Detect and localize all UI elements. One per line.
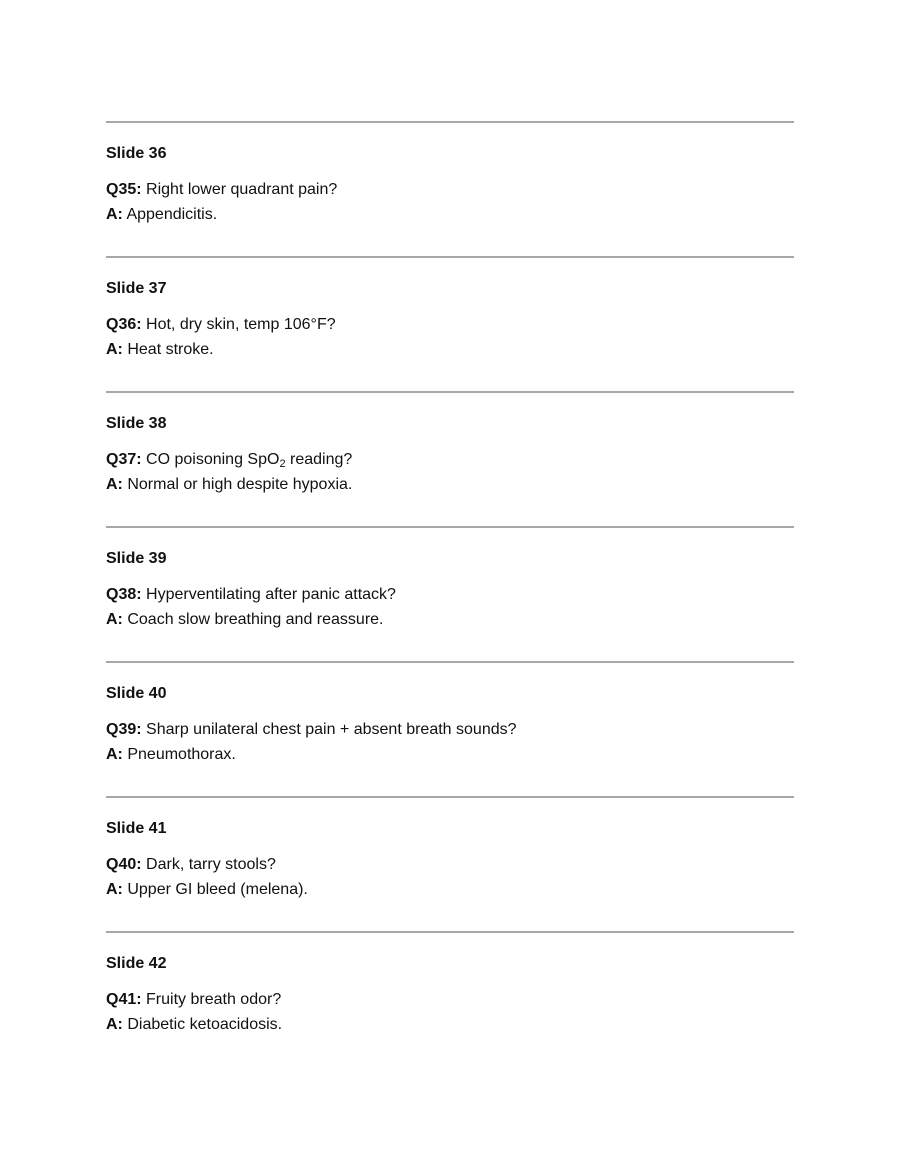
answer-label: A: xyxy=(106,746,123,763)
question-label: Q39: xyxy=(106,721,142,738)
section-divider xyxy=(106,526,794,528)
answer-label: A: xyxy=(106,476,123,493)
question-line xyxy=(106,180,337,200)
answer-label: A: xyxy=(106,611,123,628)
section-divider xyxy=(106,931,794,933)
question-line xyxy=(106,855,276,875)
slide-title: Slide 37 xyxy=(106,280,167,297)
section-divider xyxy=(106,661,794,663)
answer-line xyxy=(106,745,236,765)
slide-section xyxy=(106,526,794,661)
slide-title: Slide 36 xyxy=(106,145,167,162)
section-divider xyxy=(106,121,794,123)
slide-title: Slide 39 xyxy=(106,550,167,567)
answer-line xyxy=(106,880,308,900)
answer-line xyxy=(106,205,217,225)
slide-section xyxy=(106,661,794,796)
answer-text: Upper GI bleed (melena). xyxy=(127,881,308,898)
answer-text: Diabetic ketoacidosis. xyxy=(127,1016,283,1033)
answer-line xyxy=(106,475,352,495)
answer-label: A: xyxy=(106,341,123,358)
slide-title: Slide 38 xyxy=(106,415,167,432)
question-text: Dark, tarry stools? xyxy=(146,856,276,873)
section-divider xyxy=(106,391,794,393)
question-label: Q37: xyxy=(106,451,142,468)
slide-section xyxy=(106,931,794,1066)
answer-text: Heat stroke. xyxy=(127,341,214,358)
question-label: Q40: xyxy=(106,856,142,873)
question-text: CO poisoning SpO xyxy=(146,451,280,468)
slide-title: Slide 42 xyxy=(106,955,167,972)
question-line xyxy=(106,990,281,1010)
slide-section xyxy=(106,391,794,526)
question-text: Hot, dry skin, temp 106°F? xyxy=(146,316,336,333)
answer-text: Appendicitis. xyxy=(126,206,218,223)
answer-text: Coach slow breathing and reassure. xyxy=(127,611,384,628)
question-line xyxy=(106,720,517,740)
answer-label: A: xyxy=(106,1016,123,1033)
section-divider xyxy=(106,256,794,258)
subscript-2: 2 xyxy=(279,458,286,470)
question-label: Q41: xyxy=(106,991,142,1008)
slide-section xyxy=(106,256,794,391)
question-line xyxy=(106,585,396,605)
answer-line xyxy=(106,340,214,360)
answer-line xyxy=(106,1015,282,1035)
question-text: Sharp unilateral chest pain + absent breath sounds? xyxy=(146,721,517,738)
question-label: Q38: xyxy=(106,586,142,603)
slide-title: Slide 41 xyxy=(106,820,167,837)
answer-text: Normal or high despite hypoxia. xyxy=(127,476,353,493)
answer-line xyxy=(106,610,384,630)
slide-section xyxy=(106,121,794,256)
section-divider xyxy=(106,796,794,798)
question-line xyxy=(106,450,352,470)
question-line xyxy=(106,315,336,335)
document-page xyxy=(106,121,794,1066)
question-text: Hyperventilating after panic attack? xyxy=(146,586,396,603)
answer-label: A: xyxy=(106,881,123,898)
answer-text: Pneumothorax. xyxy=(127,746,236,763)
answer-label: A: xyxy=(106,206,123,223)
slide-section xyxy=(106,796,794,931)
question-label: Q36: xyxy=(106,316,142,333)
slide-title: Slide 40 xyxy=(106,685,167,702)
question-text: Right lower quadrant pain? xyxy=(146,181,338,198)
question-label: Q35: xyxy=(106,181,142,198)
question-text: Fruity breath odor? xyxy=(146,991,282,1008)
question-text-tail: reading? xyxy=(285,451,353,468)
